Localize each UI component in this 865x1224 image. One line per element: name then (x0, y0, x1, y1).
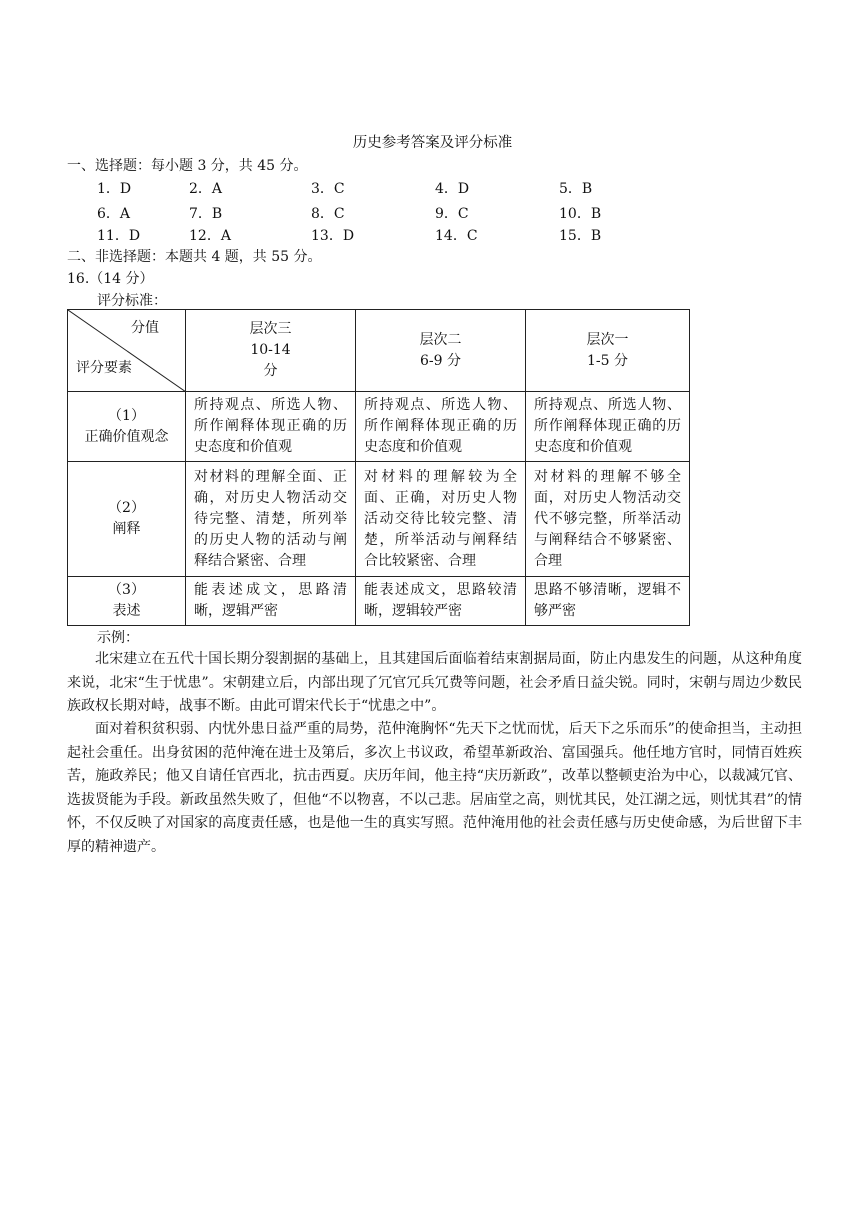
rubric-row-values (68, 392, 690, 462)
level-header-2 (356, 310, 526, 392)
criterion-cell (68, 462, 186, 577)
rubric-header-row (68, 310, 690, 392)
answer-item: 15．B (559, 228, 602, 244)
rubric-row-interpretation (68, 462, 690, 577)
rubric-row-expression (68, 577, 690, 626)
rubric-cell: 对材料的理解全面、正确，对历史人物活动交待完整、清楚，所列举的历史人物的活动与阐释结合紧密、合理 (186, 462, 356, 577)
rubric-cell: 对材料的理解不够全面，对历史人物活动交代不够完整，所举活动与阐释结合不够紧密、合理 (526, 462, 690, 577)
criteria-label: 评分标准： (97, 293, 167, 309)
level-unit: 分 (263, 363, 278, 379)
criterion-label: 阐释 (112, 521, 141, 537)
level-score: 6-9 分 (420, 352, 461, 369)
level-name: 层次二 (419, 331, 462, 348)
criterion-cell (68, 577, 186, 626)
answer-item: 2．A (189, 181, 223, 197)
answer-item: 1．D (97, 181, 132, 197)
document-title: 历史参考答案及评分标准 (352, 135, 513, 151)
answer-item: 9．C (435, 206, 469, 222)
criterion-number: （3） (108, 582, 145, 598)
rubric-cell: 能表述成文，思路较清晰，逻辑较严密 (356, 577, 526, 626)
rubric-cell: 所持观点、所选人物、所作阐释体现正确的历史态度和价值观 (356, 392, 526, 462)
answer-item: 14．C (435, 228, 478, 244)
rubric-cell: 所持观点、所选人物、所作阐释体现正确的历史态度和价值观 (186, 392, 356, 462)
example-paragraph-2: 面对着积贫积弱、内忧外患日益严重的局势，范仲淹胸怀“先天下之忧而忧，后天下之乐而乐”的使命担当，主动担起社会重任。出身贫困的范仲淹在进士及第后，多次上书议政，希望革新政治、富国强兵。他任地方官时，同情百姓疾苦，施政养民；他又自请任官西北，抗击西夏。庆历年间，他主持“庆历新政”，改革以整顿吏治为中心，以裁减冗官、选拔贤能为手段。新政虽然失败了，但他“不以物喜，不以己悲。居庙堂之高，则忧其民，处江湖之远，则忧其君”的情怀，不仅反映了对国家的高度责任感，也是他一生的真实写照。范仲淹用他的社会责任感与历史使命感，为后世留下丰厚的精神遗产。 (67, 721, 802, 855)
level-name: 层次一 (586, 331, 629, 348)
criterion-label: 表述 (112, 603, 141, 619)
rubric-cell: 所持观点、所选人物、所作阐释体现正确的历史态度和价值观 (526, 392, 690, 462)
section2-heading: 二、非选择题：本题共 4 题，共 55 分。 (67, 249, 322, 265)
rubric-cell: 对材料的理解较为全面、正确，对历史人物活动交待比较完整、清楚，所举活动与阐释结合比较紧密、合理 (356, 462, 526, 577)
answer-item: 5．B (559, 181, 593, 197)
example-label: 示例： (97, 630, 139, 646)
level-score: 1-5 分 (587, 352, 628, 369)
rubric-corner-cell (68, 310, 186, 392)
answer-item: 7．B (189, 206, 223, 222)
level-header-3 (186, 310, 356, 392)
corner-score-label: 分值 (131, 320, 159, 336)
level-header-1 (526, 310, 690, 392)
answer-item: 6．A (97, 206, 131, 222)
criterion-cell (68, 392, 186, 462)
rubric-table (67, 309, 690, 626)
level-score: 10-14 (250, 342, 291, 358)
diagonal-divider (68, 310, 186, 392)
criterion-number: （2） (108, 500, 145, 516)
rubric-cell: 思路不够清晰，逻辑不够严密 (526, 577, 690, 626)
rubric-cell: 能表述成文，思路清晰，逻辑严密 (186, 577, 356, 626)
example-paragraph-1: 北宋建立在五代十国长期分裂割据的基础上，且其建国后面临着结束割据局面，防止内患发生的问题，从这种角度来说，北宋“生于忧患”。宋朝建立后，内部出现了冗官冗兵冗费等问题，社会矛盾日益尖锐。同时，宋朝与周边少数民族政权长期对峙，战事不断。由此可谓宋代长于“忧患之中”。 (67, 651, 802, 714)
answer-item: 8．C (311, 206, 345, 222)
section1-heading: 一、选择题：每小题 3 分，共 45 分。 (67, 158, 308, 174)
corner-criteria-label: 评分要素 (76, 360, 132, 376)
answer-item: 13．D (311, 228, 355, 244)
answer-item: 11．D (97, 228, 141, 244)
criterion-number: （1） (108, 407, 145, 424)
answer-item: 3．C (311, 181, 345, 197)
criterion-label: 正确价值观念 (84, 428, 169, 445)
question-16-label: 16.（14 分） (67, 271, 154, 287)
answer-item: 4．D (435, 181, 470, 197)
level-name: 层次三 (249, 321, 292, 337)
answer-item: 12．A (189, 228, 231, 244)
answer-item: 10．B (559, 206, 602, 222)
